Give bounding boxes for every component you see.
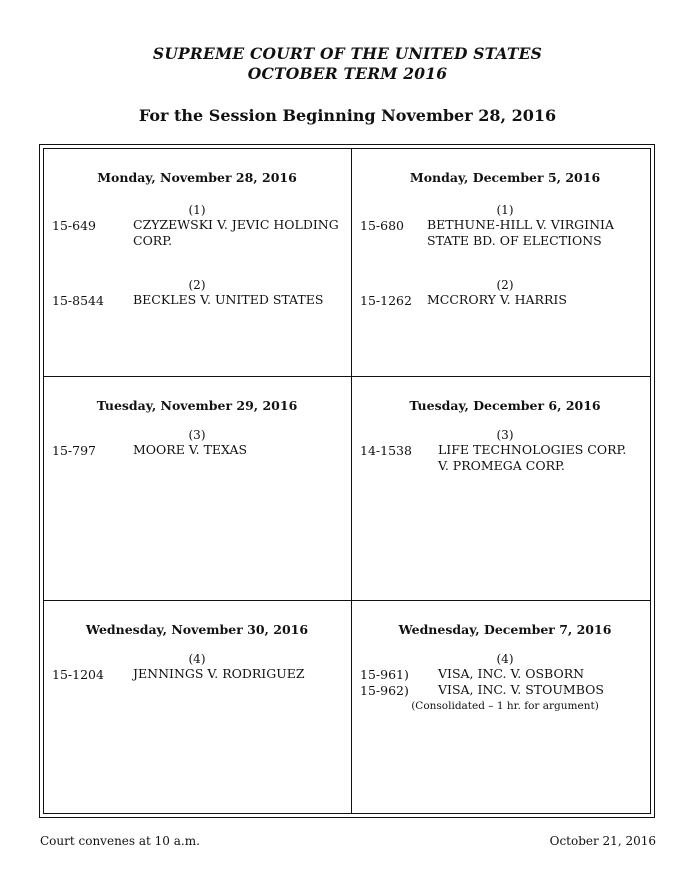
calendar-cell-tue-nov-29	[44, 377, 350, 601]
case-title	[133, 442, 247, 458]
docket-number: 15-1204	[52, 667, 104, 682]
docket-number	[360, 667, 409, 699]
day-heading: Tuesday, November 29, 2016	[96, 398, 298, 413]
day-heading: Monday, November 28, 2016	[97, 170, 297, 185]
day-heading: Wednesday, November 30, 2016	[85, 622, 309, 637]
case-sequence-number: (1)	[496, 203, 514, 217]
case-title	[427, 292, 567, 308]
docket-number: 15-680	[360, 218, 404, 233]
consolidated-note: (Consolidated – 1 hr. for argument)	[411, 700, 599, 712]
case-title-line: VISA, INC. V. STOUMBOS	[438, 682, 604, 697]
case-title-line: BETHUNE-HILL V. VIRGINIA	[427, 217, 615, 232]
docket-number: 15-1262	[360, 293, 412, 308]
calendar-cell-mon-dec-5	[352, 149, 658, 373]
calendar-cell-mon-nov-28	[44, 149, 350, 373]
case-sequence-number: (4)	[496, 652, 514, 666]
case-title	[438, 442, 626, 474]
day-heading: Monday, December 5, 2016	[409, 170, 601, 185]
case-sequence-number: (2)	[188, 278, 206, 292]
day-heading: Tuesday, December 6, 2016	[409, 398, 601, 413]
docket-line: 15-962)	[360, 683, 409, 698]
issue-date: October 21, 2016	[549, 834, 656, 848]
case-title-line: CORP.	[133, 233, 173, 248]
docket-number: 14-1538	[360, 443, 412, 458]
case-title-line: LIFE TECHNOLOGIES CORP.	[438, 442, 627, 457]
case-title-line: VISA, INC. V. OSBORN	[438, 666, 585, 681]
case-title-line: V. PROMEGA CORP.	[438, 458, 565, 473]
case-title-line: MOORE V. TEXAS	[133, 442, 248, 457]
court-title: SUPREME COURT OF THE UNITED STATES	[152, 44, 543, 63]
calendar-cell-wed-nov-30	[44, 601, 350, 825]
calendar-frame	[39, 144, 655, 818]
docket-number: 15-649	[52, 218, 96, 233]
case-sequence-number: (1)	[188, 203, 206, 217]
case-title-line: JENNINGS V. RODRIGUEZ	[133, 666, 305, 681]
session-title: For the Session Beginning November 28, 2016	[138, 106, 557, 125]
case-title-line: STATE BD. OF ELECTIONS	[427, 233, 602, 248]
day-heading: Wednesday, December 7, 2016	[398, 622, 612, 637]
case-sequence-number: (2)	[496, 278, 514, 292]
case-sequence-number: (4)	[188, 652, 206, 666]
case-sequence-number: (3)	[188, 428, 206, 442]
convene-time-note: Court convenes at 10 a.m.	[40, 834, 200, 848]
docket-line: 15-961)	[360, 667, 409, 682]
case-title	[438, 666, 604, 698]
case-title-line: CZYZEWSKI V. JEVIC HOLDING	[133, 217, 339, 232]
term-title: OCTOBER TERM 2016	[247, 64, 448, 83]
case-title-line: MCCRORY V. HARRIS	[427, 292, 567, 307]
case-title	[133, 292, 323, 308]
case-title	[133, 217, 339, 249]
case-sequence-number: (3)	[496, 428, 514, 442]
case-title	[427, 217, 614, 249]
calendar-cell-wed-dec-7	[352, 601, 658, 825]
case-title	[133, 666, 305, 682]
docket-number: 15-8544	[52, 293, 104, 308]
calendar-cell-tue-dec-6	[352, 377, 658, 601]
docket-number: 15-797	[52, 443, 96, 458]
case-title-line: BECKLES V. UNITED STATES	[133, 292, 324, 307]
calendar-grid	[43, 148, 651, 814]
